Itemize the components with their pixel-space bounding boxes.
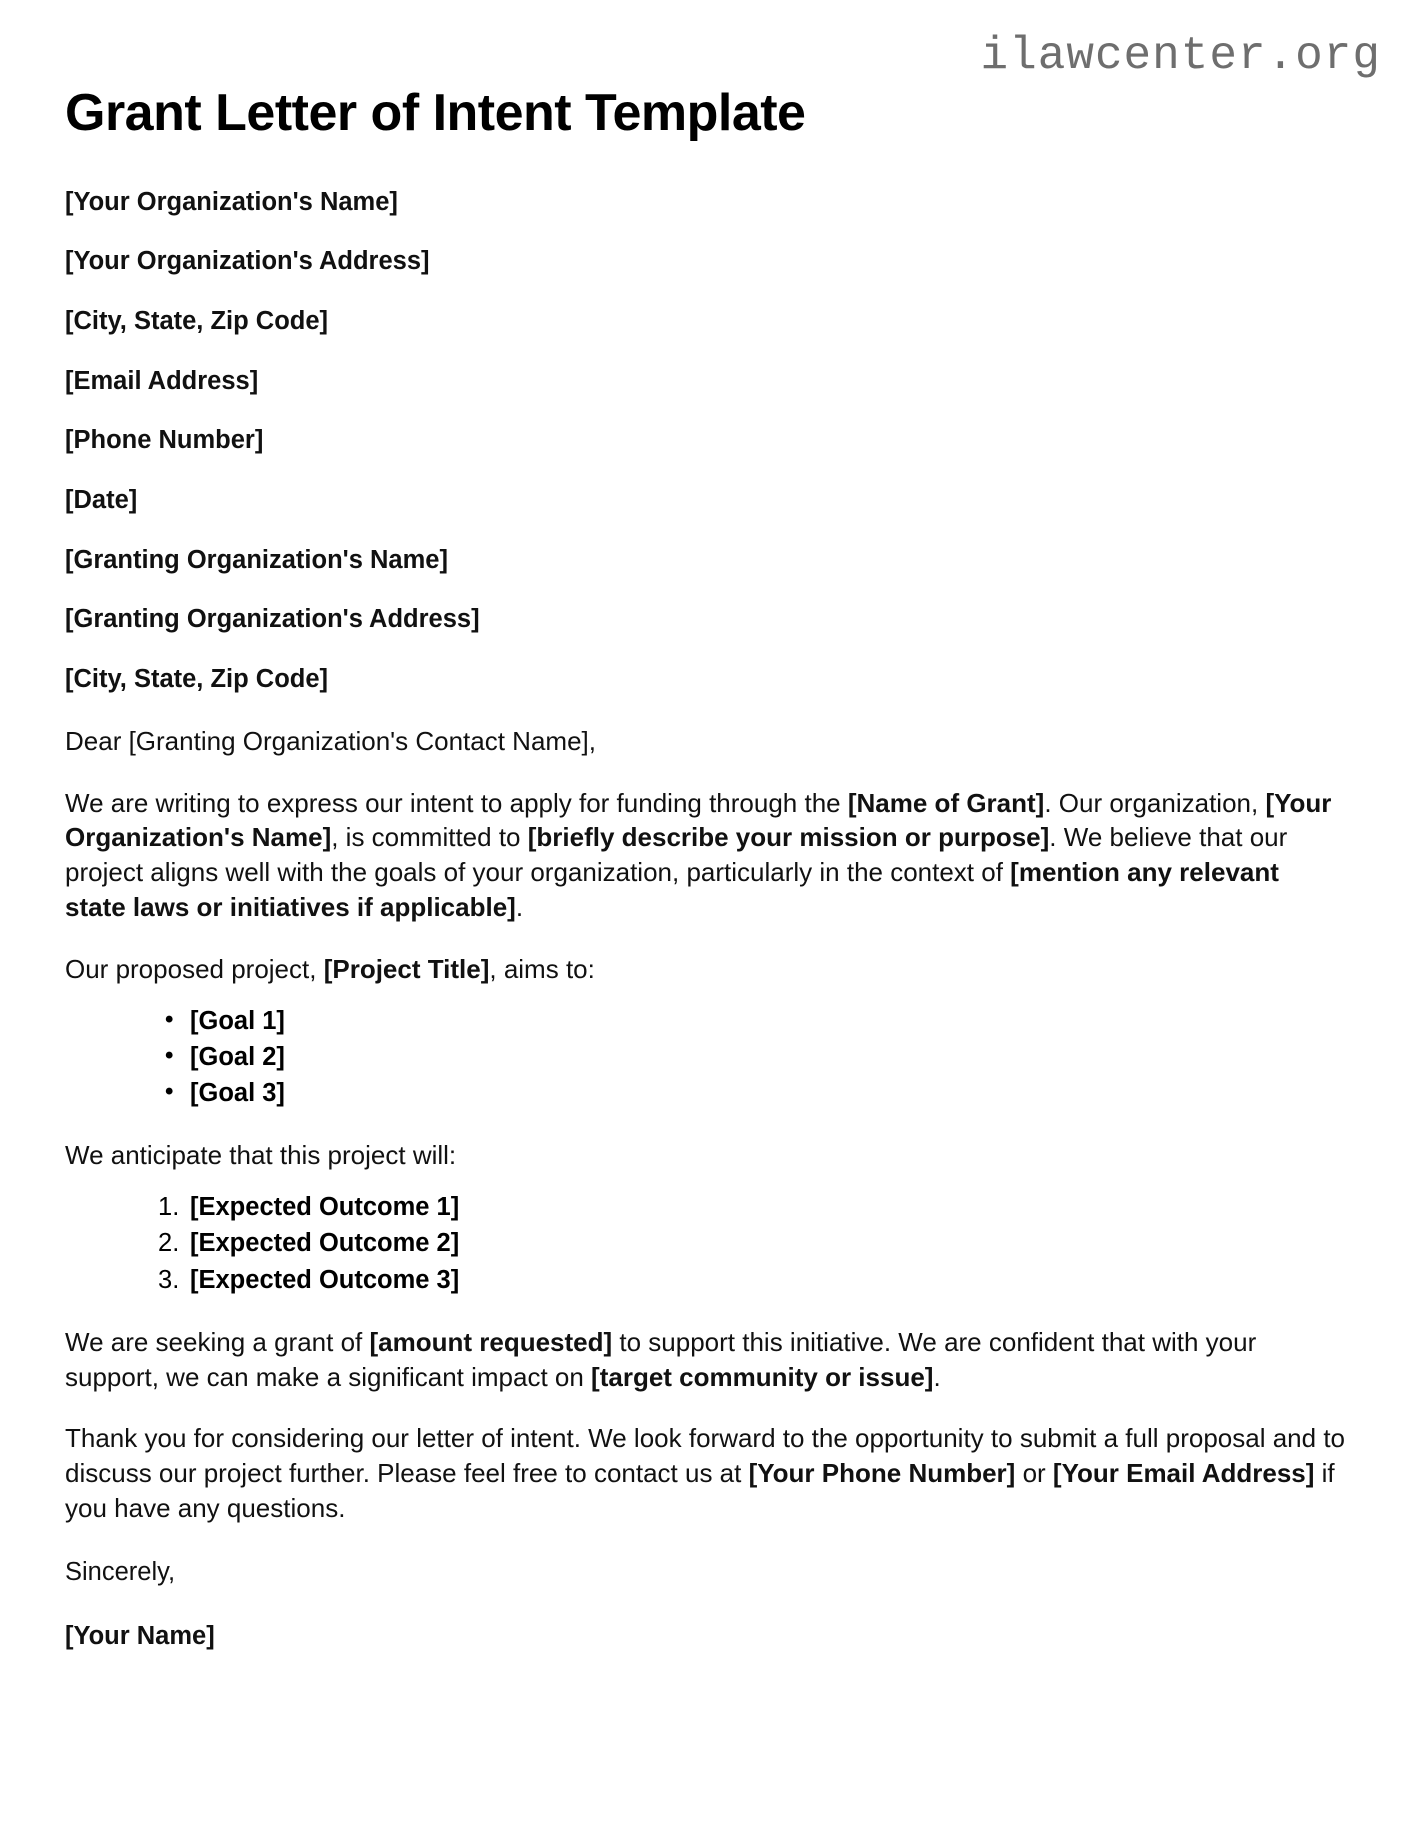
closing-phone-placeholder: [Your Phone Number] [748, 1458, 1016, 1489]
intro-text-1: We are writing to express our intent to apply for funding through the [65, 787, 848, 818]
list-item: [Expected Outcome 2] [190, 1229, 460, 1258]
sign-off: Sincerely, [65, 1557, 176, 1586]
closing-paragraph [65, 1394, 1346, 1525]
sender-city-state-zip: [City, State, Zip Code] [65, 307, 329, 336]
closing-text-3: if you have any questions. [65, 1458, 1335, 1524]
list-item: [Expected Outcome 3] [190, 1265, 460, 1294]
target-community-placeholder: [target community or issue] [591, 1361, 934, 1392]
page-title: Grant Letter of Intent Template [65, 84, 806, 142]
intro-state-laws-placeholder: [mention any relevant state laws or initiatives if applicable] [65, 857, 1279, 923]
intro-grant-name: [Name of Grant] [847, 787, 1045, 818]
signature-name: [Your Name] [65, 1621, 215, 1650]
salutation: Dear [Granting Organization's Contact Name], [65, 725, 596, 756]
outcomes-intro: We anticipate that this project will: [65, 1140, 457, 1171]
intro-text-3: , is committed to [331, 822, 528, 853]
request-text-2: to support this initiative. We are confident that with your support, we can make a significant impact on [65, 1326, 1257, 1392]
intro-paragraph [65, 759, 1346, 925]
recipient-city-state-zip: [City, State, Zip Code] [65, 665, 329, 694]
intro-mission-placeholder: [briefly describe your mission or purpose] [527, 822, 1050, 853]
list-item: • [Goal 3] [65, 1075, 1346, 1111]
closing-text-2: or [1015, 1458, 1053, 1489]
project-intro-text-2: , aims to: [489, 953, 595, 984]
sender-phone-number: [Phone Number] [65, 426, 264, 455]
project-intro-paragraph [65, 925, 1346, 987]
request-text-3: . [933, 1361, 941, 1392]
intro-text-2: . Our organization, [1044, 787, 1266, 818]
recipient-organization-address: [Granting Organization's Address] [65, 605, 480, 634]
intro-text-5: . [515, 892, 524, 923]
intro-text-4: . We believe that our project aligns well with the goals of your organization, particularly in the context of [65, 822, 1288, 888]
outcomes-list [65, 1173, 1346, 1298]
list-item: • [Goal 1] [65, 1003, 1346, 1039]
recipient-organization-name: [Granting Organization's Name] [65, 545, 448, 574]
site-watermark: ilawcenter.org [980, 30, 1381, 82]
list-item: • [Goal 2] [65, 1039, 1346, 1075]
letter-date: [Date] [65, 486, 138, 515]
intro-organization-name: [Your Organization's Name] [65, 787, 1332, 853]
amount-requested-placeholder: [amount requested] [369, 1326, 613, 1357]
sender-organization-address: [Your Organization's Address] [65, 247, 430, 276]
list-item: [Expected Outcome 1] [190, 1193, 460, 1222]
closing-text-1: Thank you for considering our letter of intent. We look forward to the opportunity to submit a full proposal and to discuss our project further. Please feel free to contact us at [65, 1423, 1346, 1489]
project-title-placeholder: [Project Title] [323, 953, 490, 984]
project-intro-text-1: Our proposed project, [65, 953, 324, 984]
sender-email-address: [Email Address] [65, 366, 259, 395]
request-text-1: We are seeking a grant of [65, 1326, 370, 1357]
sender-organization-name: [Your Organization's Name] [65, 187, 398, 216]
request-paragraph [65, 1298, 1346, 1395]
goals-list [65, 987, 1346, 1112]
closing-email-placeholder: [Your Email Address] [1052, 1458, 1315, 1489]
